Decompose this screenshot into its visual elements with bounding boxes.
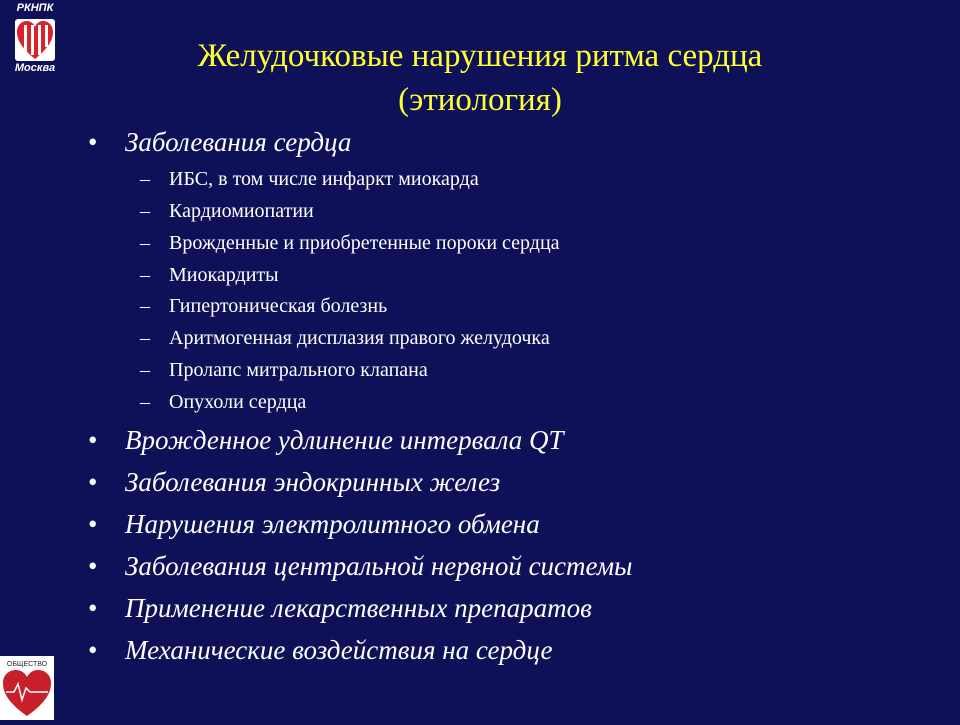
title-line-1: Желудочковые нарушения ритма сердца <box>197 38 763 74</box>
dash: – <box>140 295 150 317</box>
dash: – <box>140 391 150 413</box>
sub-list-item-text: Миокардиты <box>169 264 279 286</box>
bullet: • <box>88 551 98 581</box>
dash: – <box>140 327 150 349</box>
logo-bottom-label: Москва <box>14 62 56 74</box>
logo-top-label: РКНПК <box>16 2 54 14</box>
dash: – <box>140 200 150 222</box>
sub-list-item-text: Гипертоническая болезнь <box>169 295 388 317</box>
society-logo <box>0 656 54 720</box>
title-line-2: (этиология) <box>398 82 562 118</box>
bullet: • <box>88 425 98 455</box>
bullet: • <box>88 467 98 497</box>
sub-list-item-text: Аритмогенная дисплазия правого желудочка <box>169 327 550 349</box>
dash: – <box>140 232 150 254</box>
dash: – <box>140 168 150 190</box>
dash: – <box>140 264 150 286</box>
sub-list-item-text: Кардиомиопатии <box>169 200 314 222</box>
bullet: • <box>88 509 98 539</box>
list-item-text: Нарушения электролитного обмена <box>125 509 540 539</box>
rknpk-logo <box>6 2 64 76</box>
sub-list-item-text: Врожденные и приобретенные пороки сердца <box>169 232 560 254</box>
bullet: • <box>88 593 98 623</box>
heart-logo-icon <box>15 19 55 61</box>
bullet: • <box>88 635 98 665</box>
list-item-text: Заболевания сердца <box>125 127 352 157</box>
sub-list-item-text: Пролапс митрального клапана <box>169 359 428 381</box>
list-item-text: Заболевания центральной нервной системы <box>125 551 633 581</box>
sub-list-item-text: Опухоли сердца <box>169 391 307 413</box>
sub-list-item-text: ИБС, в том числе инфаркт миокарда <box>169 168 479 190</box>
list-item-text: Врожденное удлинение интервала QT <box>125 425 564 455</box>
slide-title <box>100 34 860 122</box>
dash: – <box>140 359 150 381</box>
list-item-text: Заболевания эндокринных желез <box>125 467 501 497</box>
list-item-text: Механические воздействия на сердце <box>125 635 553 665</box>
society-logo-label: ОБЩЕСТВО <box>6 661 48 668</box>
bullet: • <box>88 127 98 157</box>
list-item-text: Применение лекарственных препаратов <box>125 593 592 623</box>
